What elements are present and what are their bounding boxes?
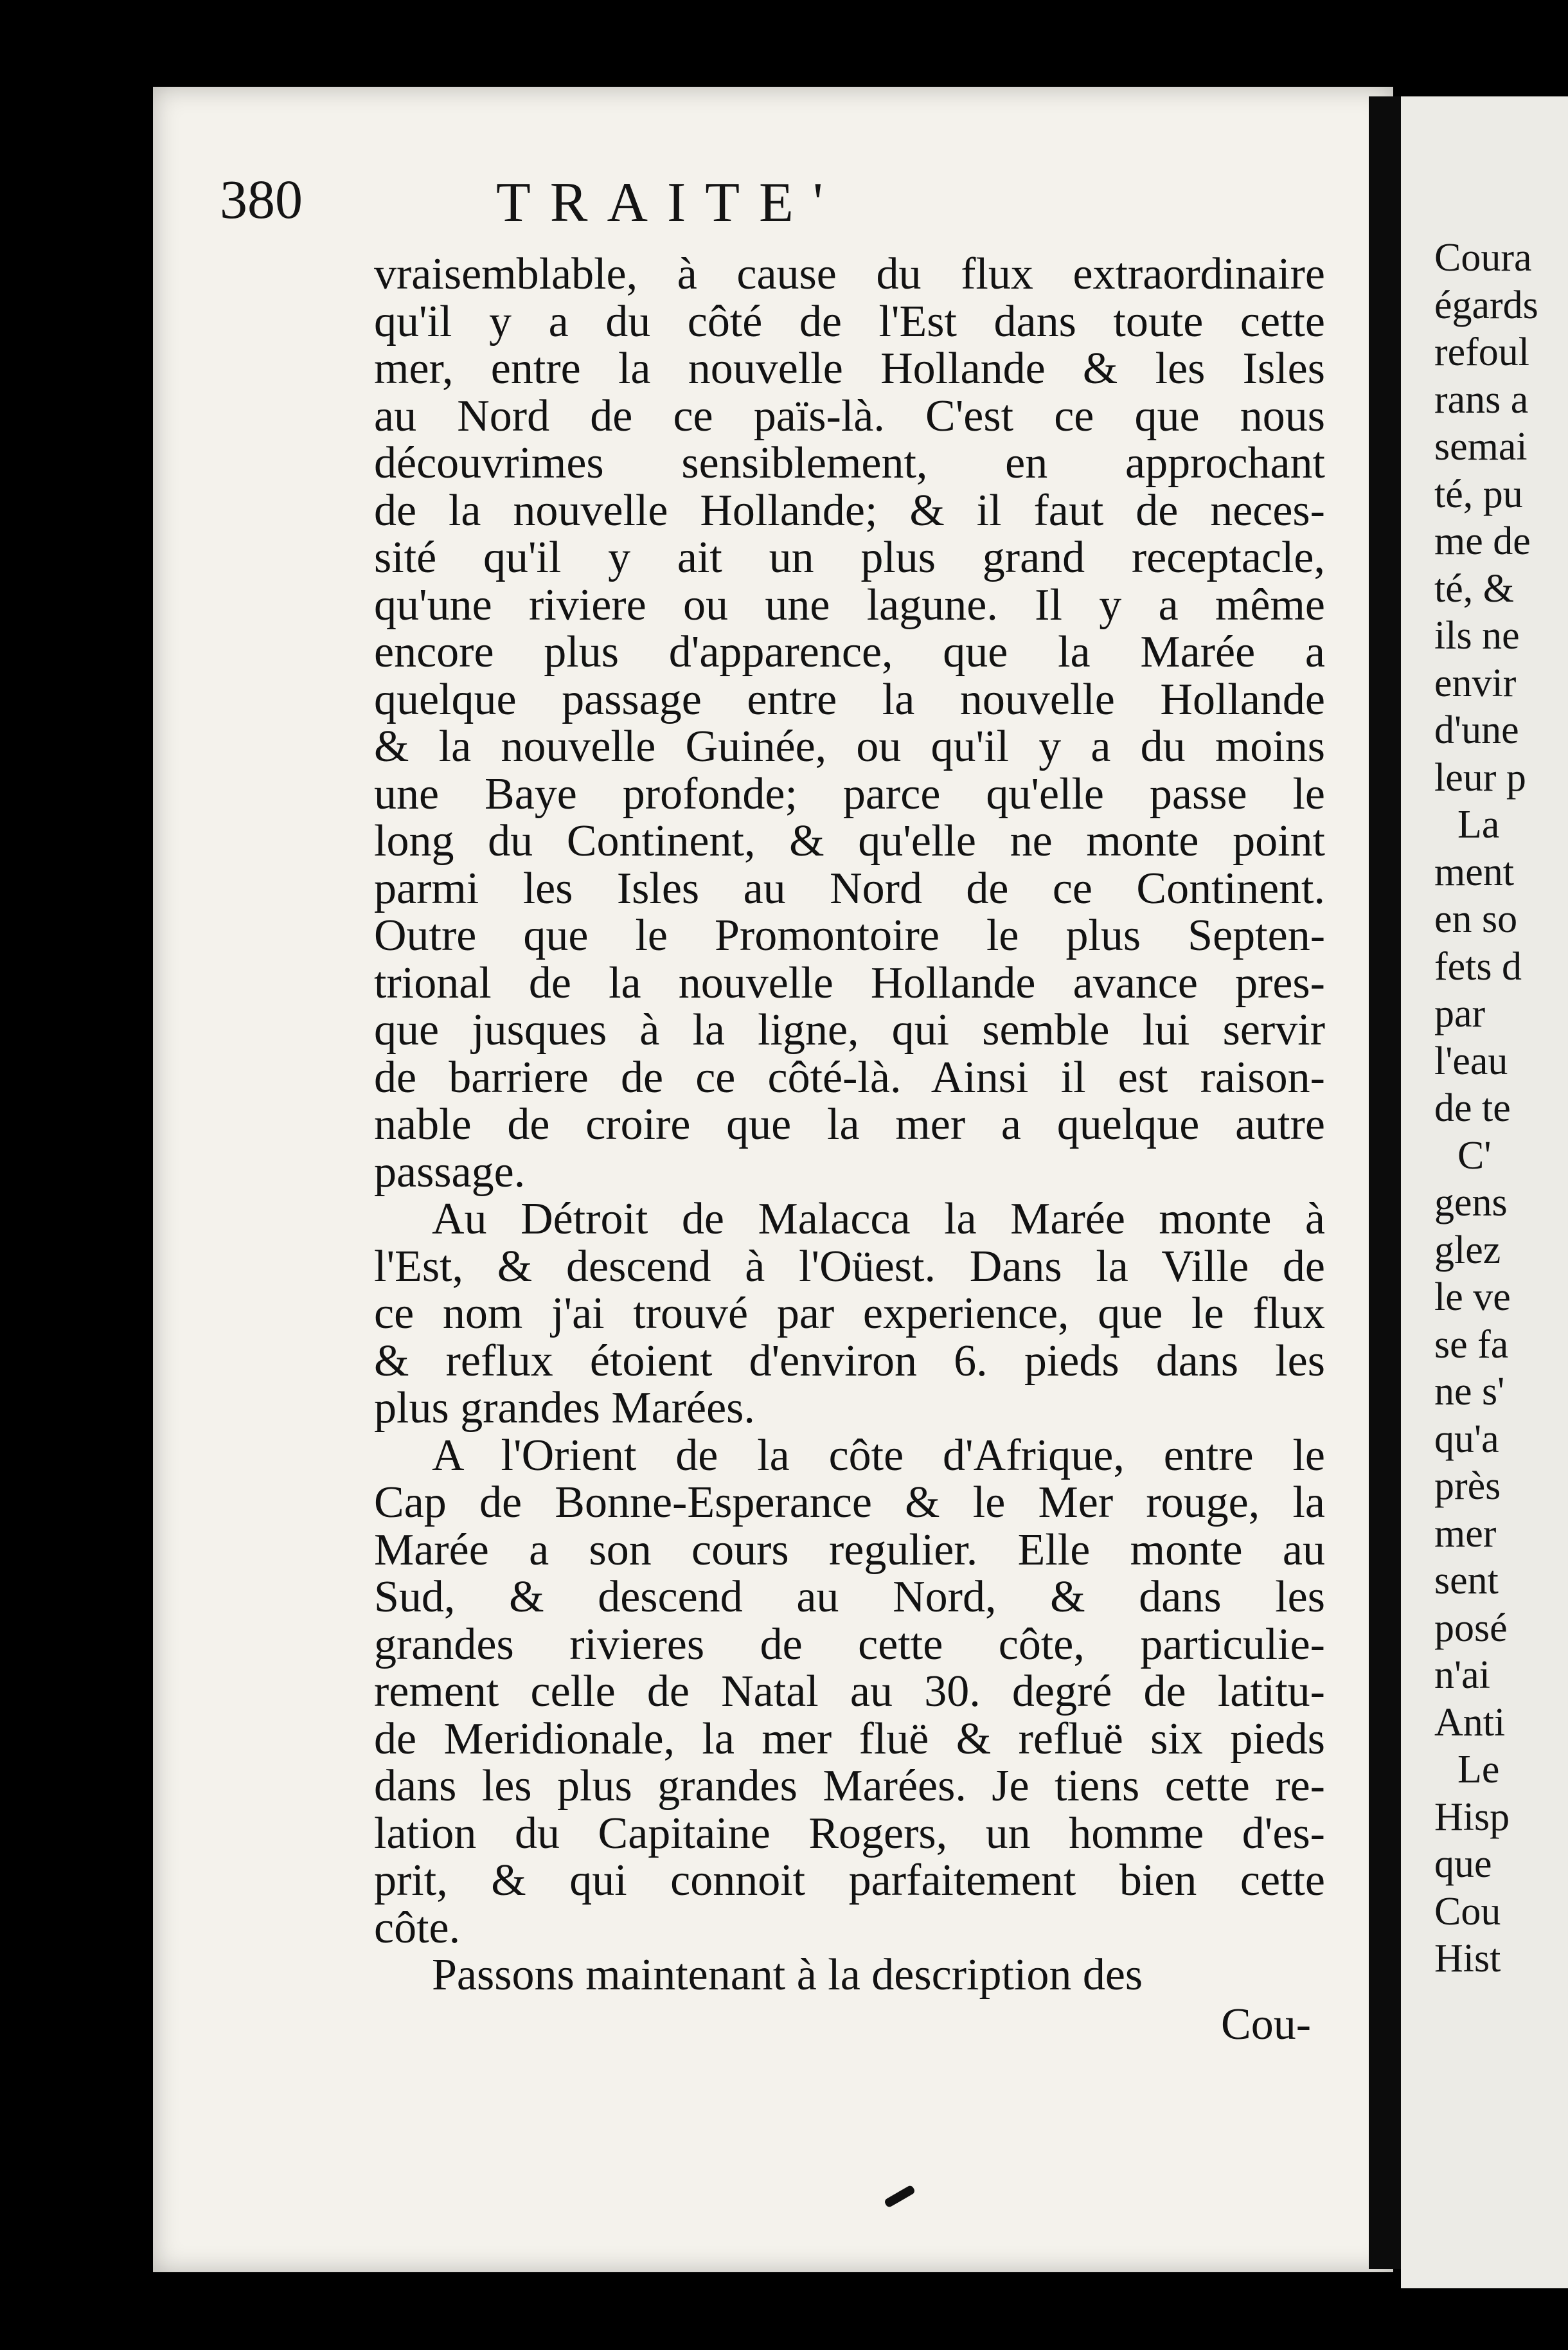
right-text-fragment: sent [1434,1559,1499,1602]
right-text-fragment: refoul [1434,330,1530,374]
text-line: nable de croire que la mer a quelque autre [374,1100,1325,1149]
right-text-fragment: posé [1434,1606,1508,1650]
text-line: encore plus d'apparence, que la Marée a [374,627,1325,677]
right-text-fragment: C' [1457,1133,1492,1178]
right-text-fragment: mer [1434,1511,1497,1556]
text-line: qu'il y a du côté de l'Est dans toute cette [374,296,1325,346]
right-text-fragment: que [1434,1842,1492,1886]
text-line: de la nouvelle Hollande; & il faut de neces- [374,485,1325,535]
text-line: au Nord de ce païs-là. C'est ce que nous [374,391,1325,441]
body-text [374,251,1325,1999]
text-line: parmi les Isles au Nord de ce Continent. [374,863,1325,913]
right-text-fragment: qu'a [1434,1417,1499,1461]
right-text-fragment: gens [1434,1181,1508,1224]
right-text-fragment: se fa [1434,1322,1509,1367]
text-line: plus grandes Marées. [374,1383,755,1433]
text-line: de barriere de ce côté-là. Ainsi il est raison- [374,1052,1325,1102]
text-line: côte. [374,1903,461,1953]
right-text-fragment: Le [1457,1748,1500,1791]
right-text-fragment: de te [1434,1086,1511,1130]
book-gutter [1369,96,1401,2269]
right-text-fragment: près [1434,1464,1501,1508]
right-text-fragment: fets d [1434,944,1522,989]
right-page-text [1434,235,1568,1983]
right-text-fragment: Hist [1434,1937,1501,1980]
right-page [1401,96,1568,2288]
text-line: Outre que le Promontoire le plus Septen- [374,911,1325,960]
text-line: Au Détroit de Malacca la Marée monte à [432,1194,1325,1244]
text-line: sité qu'il y ait un plus grand receptacle, [374,533,1325,582]
right-text-fragment: Hisp [1434,1795,1510,1839]
text-line: lation du Capitaine Rogers, un homme d'es- [374,1808,1325,1858]
text-line: mer, entre la nouvelle Hollande & les Isles [374,344,1325,393]
text-line: vraisemblable, à cause du flux extraordinaire [374,249,1325,299]
text-line: prit, & qui connoit parfaitement bien cette [374,1856,1325,1905]
text-line: quelque passage entre la nouvelle Hollande [374,674,1325,724]
running-title: TRAITE' [496,172,842,234]
text-line: Passons maintenant à la description des [432,1950,1143,2000]
right-text-fragment: égards [1434,283,1538,327]
text-line: trional de la nouvelle Hollande avance pres- [374,958,1325,1008]
text-line: A l'Orient de la côte d'Afrique, entre le [432,1430,1325,1480]
text-line: une Baye profonde; parce qu'elle passe le [374,769,1325,819]
text-line: qu'une riviere ou une lagune. Il y a même [374,580,1325,630]
text-line: de Meridionale, la mer fluë & refluë six pieds [374,1714,1325,1764]
right-text-fragment: ils ne [1434,614,1520,658]
text-line: que jusques à la ligne, qui semble lui servir [374,1005,1325,1055]
right-text-fragment: en so [1434,897,1518,941]
right-text-fragment: le ve [1434,1275,1511,1319]
right-text-fragment: envir [1434,661,1517,705]
right-text-fragment: Cou [1434,1889,1501,1933]
text-line: & reflux étoient d'environ 6. pieds dans les [374,1336,1325,1386]
text-line: Sud, & descend au Nord, & dans les [374,1572,1325,1622]
text-line: l'Est, & descend à l'Oüest. Dans la Ville de [374,1241,1325,1291]
right-text-fragment: par [1434,992,1486,1036]
text-line: Marée a son cours regulier. Elle monte au [374,1525,1325,1575]
right-text-fragment: Anti [1434,1700,1506,1745]
right-text-fragment: me de [1434,519,1531,563]
right-text-fragment: semai [1434,425,1528,469]
right-text-fragment: leur p [1434,755,1526,800]
catchword: Cou- [1221,2000,1311,2049]
right-text-fragment: ment [1434,850,1514,894]
text-line: dans les plus grandes Marées. Je tiens cette re- [374,1761,1325,1811]
right-text-fragment: glez [1434,1228,1501,1272]
text-line: long du Continent, & qu'elle ne monte point [374,816,1325,866]
text-line: rement celle de Natal au 30. degré de latitu- [374,1667,1325,1716]
right-text-fragment: Coura [1434,236,1532,280]
text-line: & la nouvelle Guinée, ou qu'il y a du moins [374,722,1325,771]
text-line: passage. [374,1147,526,1197]
right-text-fragment: rans a [1434,377,1529,422]
right-text-fragment: té, pu [1434,472,1523,516]
text-line: ce nom j'ai trouvé par experience, que le flux [374,1289,1325,1338]
right-text-fragment: La [1457,803,1500,847]
right-text-fragment: l'eau [1434,1039,1508,1083]
right-text-fragment: ne s' [1434,1370,1505,1413]
right-text-fragment: té, & [1434,566,1514,611]
right-text-fragment: n'ai [1434,1653,1490,1697]
text-line: découvrimes sensiblement, en approchant [374,438,1325,488]
running-head [220,164,1344,235]
text-line: Cap de Bonne-Esperance & le Mer rouge, la [374,1478,1325,1527]
page-number: 380 [220,168,303,230]
text-line: grandes rivieres de cette côte, particulie- [374,1619,1325,1669]
right-text-fragment: d'une [1434,708,1519,752]
